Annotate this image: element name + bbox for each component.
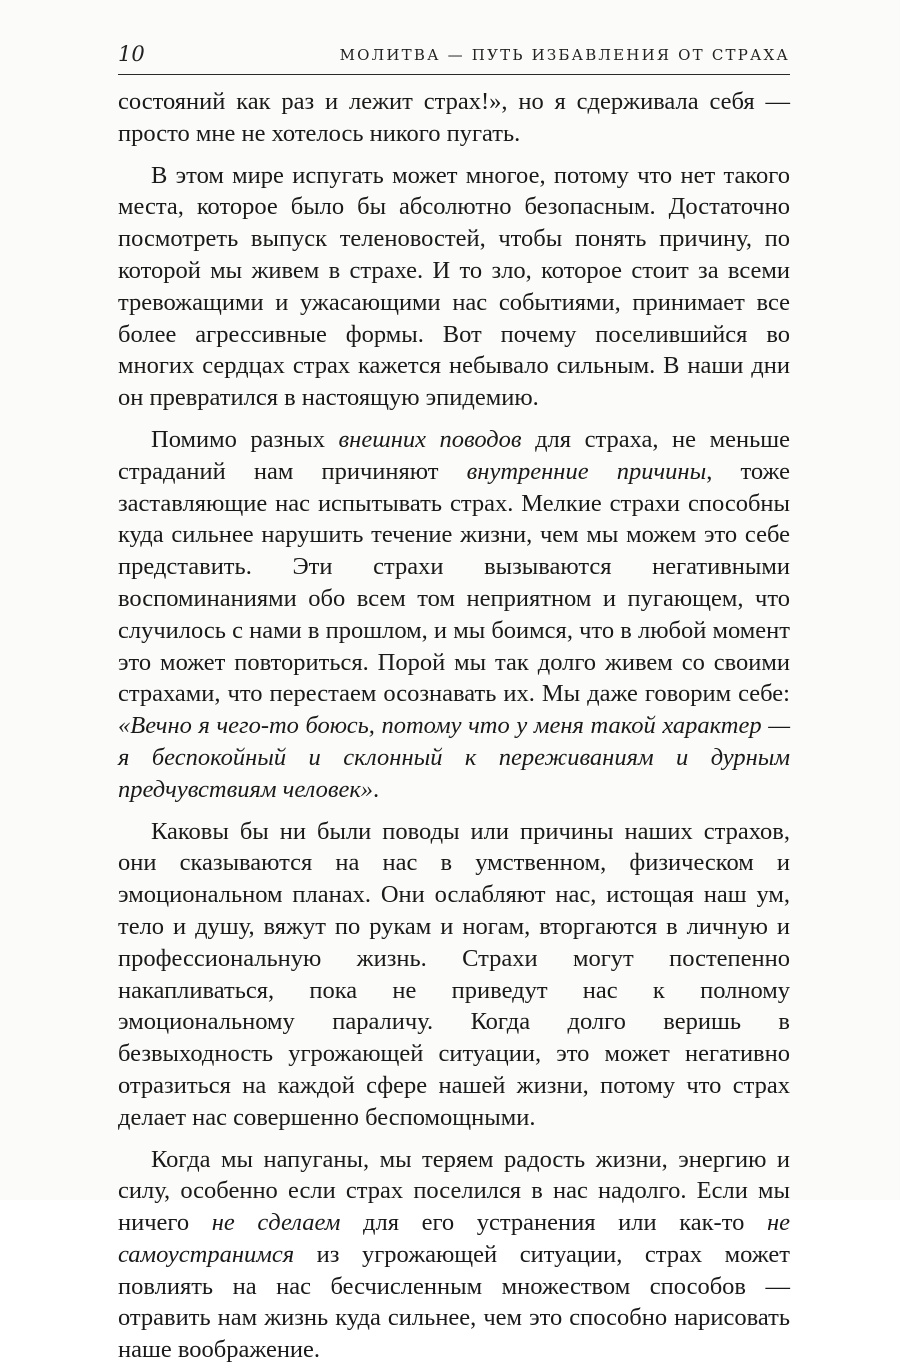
text-run: из угрожающей ситуации, страх может повлиять на нас бесчисленным множеством способов — отравить нам жизнь куда сильнее, чем это способно нарисовать наше воображение. <box>118 1241 790 1363</box>
italic-text-run: внутренние причины <box>467 458 707 485</box>
italic-text-run: «Вечно я чего-то боюсь, потому что у меня такой характер — я беспокойный и склонный к переживаниям и дурным предчувствиям человек» <box>118 712 790 803</box>
paragraph <box>118 816 790 1134</box>
text-run: для страха, не меньше страданий нам причиняют <box>118 426 790 485</box>
text-run: . <box>373 776 379 803</box>
text-run: Каковы бы ни были поводы или причины наших страхов, они сказываются на нас в умственном, физическом и эмоциональном планах. Они ослабляют нас, истощая наш ум, тело и душу, вяжут по рукам и ногам, вторгаются в личную и профессиональную жизнь. Страхи могут постепенно накапливаться, пока не приведут нас к полному эмоциональному параличу. Когда долго веришь в безвыходность угрожающей ситуации, это может негативно отразиться на каждой сфере нашей жизни, потому что страх делает нас совершенно беспомощными. <box>118 818 790 1131</box>
text-run: для его устранения или как-то <box>340 1209 767 1236</box>
text-run: , тоже заставляющие нас испытывать страх. Мелкие страхи способны куда сильнее нарушить течение жизни, чем мы можем это себе представить. Эти страхи вызываются негативными воспоминаниями обо всем том неприятном и пугающем, что случилось с нами в прошлом, и мы боимся, что в любой момент это может повториться. Порой мы так долго живем со своими страхами, что перестаем осознавать их. Мы даже говорим себе: <box>118 458 790 708</box>
paragraph <box>118 160 790 414</box>
page-number: 10 <box>118 42 145 66</box>
header-rule <box>118 74 790 75</box>
paragraph <box>118 1144 790 1366</box>
page-header <box>118 40 790 70</box>
running-title: МОЛИТВА — ПУТЬ ИЗБАВЛЕНИЯ ОТ СТРАХА <box>340 46 790 64</box>
paragraph <box>118 424 790 806</box>
text-run: В этом мире испугать может многое, потому что нет такого места, которое было бы абсолютно безопасным. Достаточно посмотреть выпуск теленовостей, чтобы понять причину, по которой мы живем в страхе. И то зло, которое стоит за всеми тревожащими и ужасающими нас событиями, принимает все более агрессивные формы. Вот почему поселившийся во многих сердцах страх кажется небывало сильным. В наши дни он превратился в настоящую эпидемию. <box>118 162 790 412</box>
paragraph <box>118 86 790 150</box>
italic-text-run: не самоустранимся <box>118 1209 790 1268</box>
italic-text-run: внешних поводов <box>339 426 522 453</box>
body-text <box>118 86 790 1366</box>
text-run: Помимо разных <box>151 426 339 453</box>
italic-text-run: не сделаем <box>212 1209 341 1236</box>
text-run: состояний как раз и лежит страх!», но я сдерживала себя — просто мне не хотелось никого пугать. <box>118 88 790 147</box>
text-run: Когда мы напуганы, мы теряем радость жизни, энергию и силу, особенно если страх поселился в нас надолго. Если мы ничего <box>118 1146 790 1237</box>
